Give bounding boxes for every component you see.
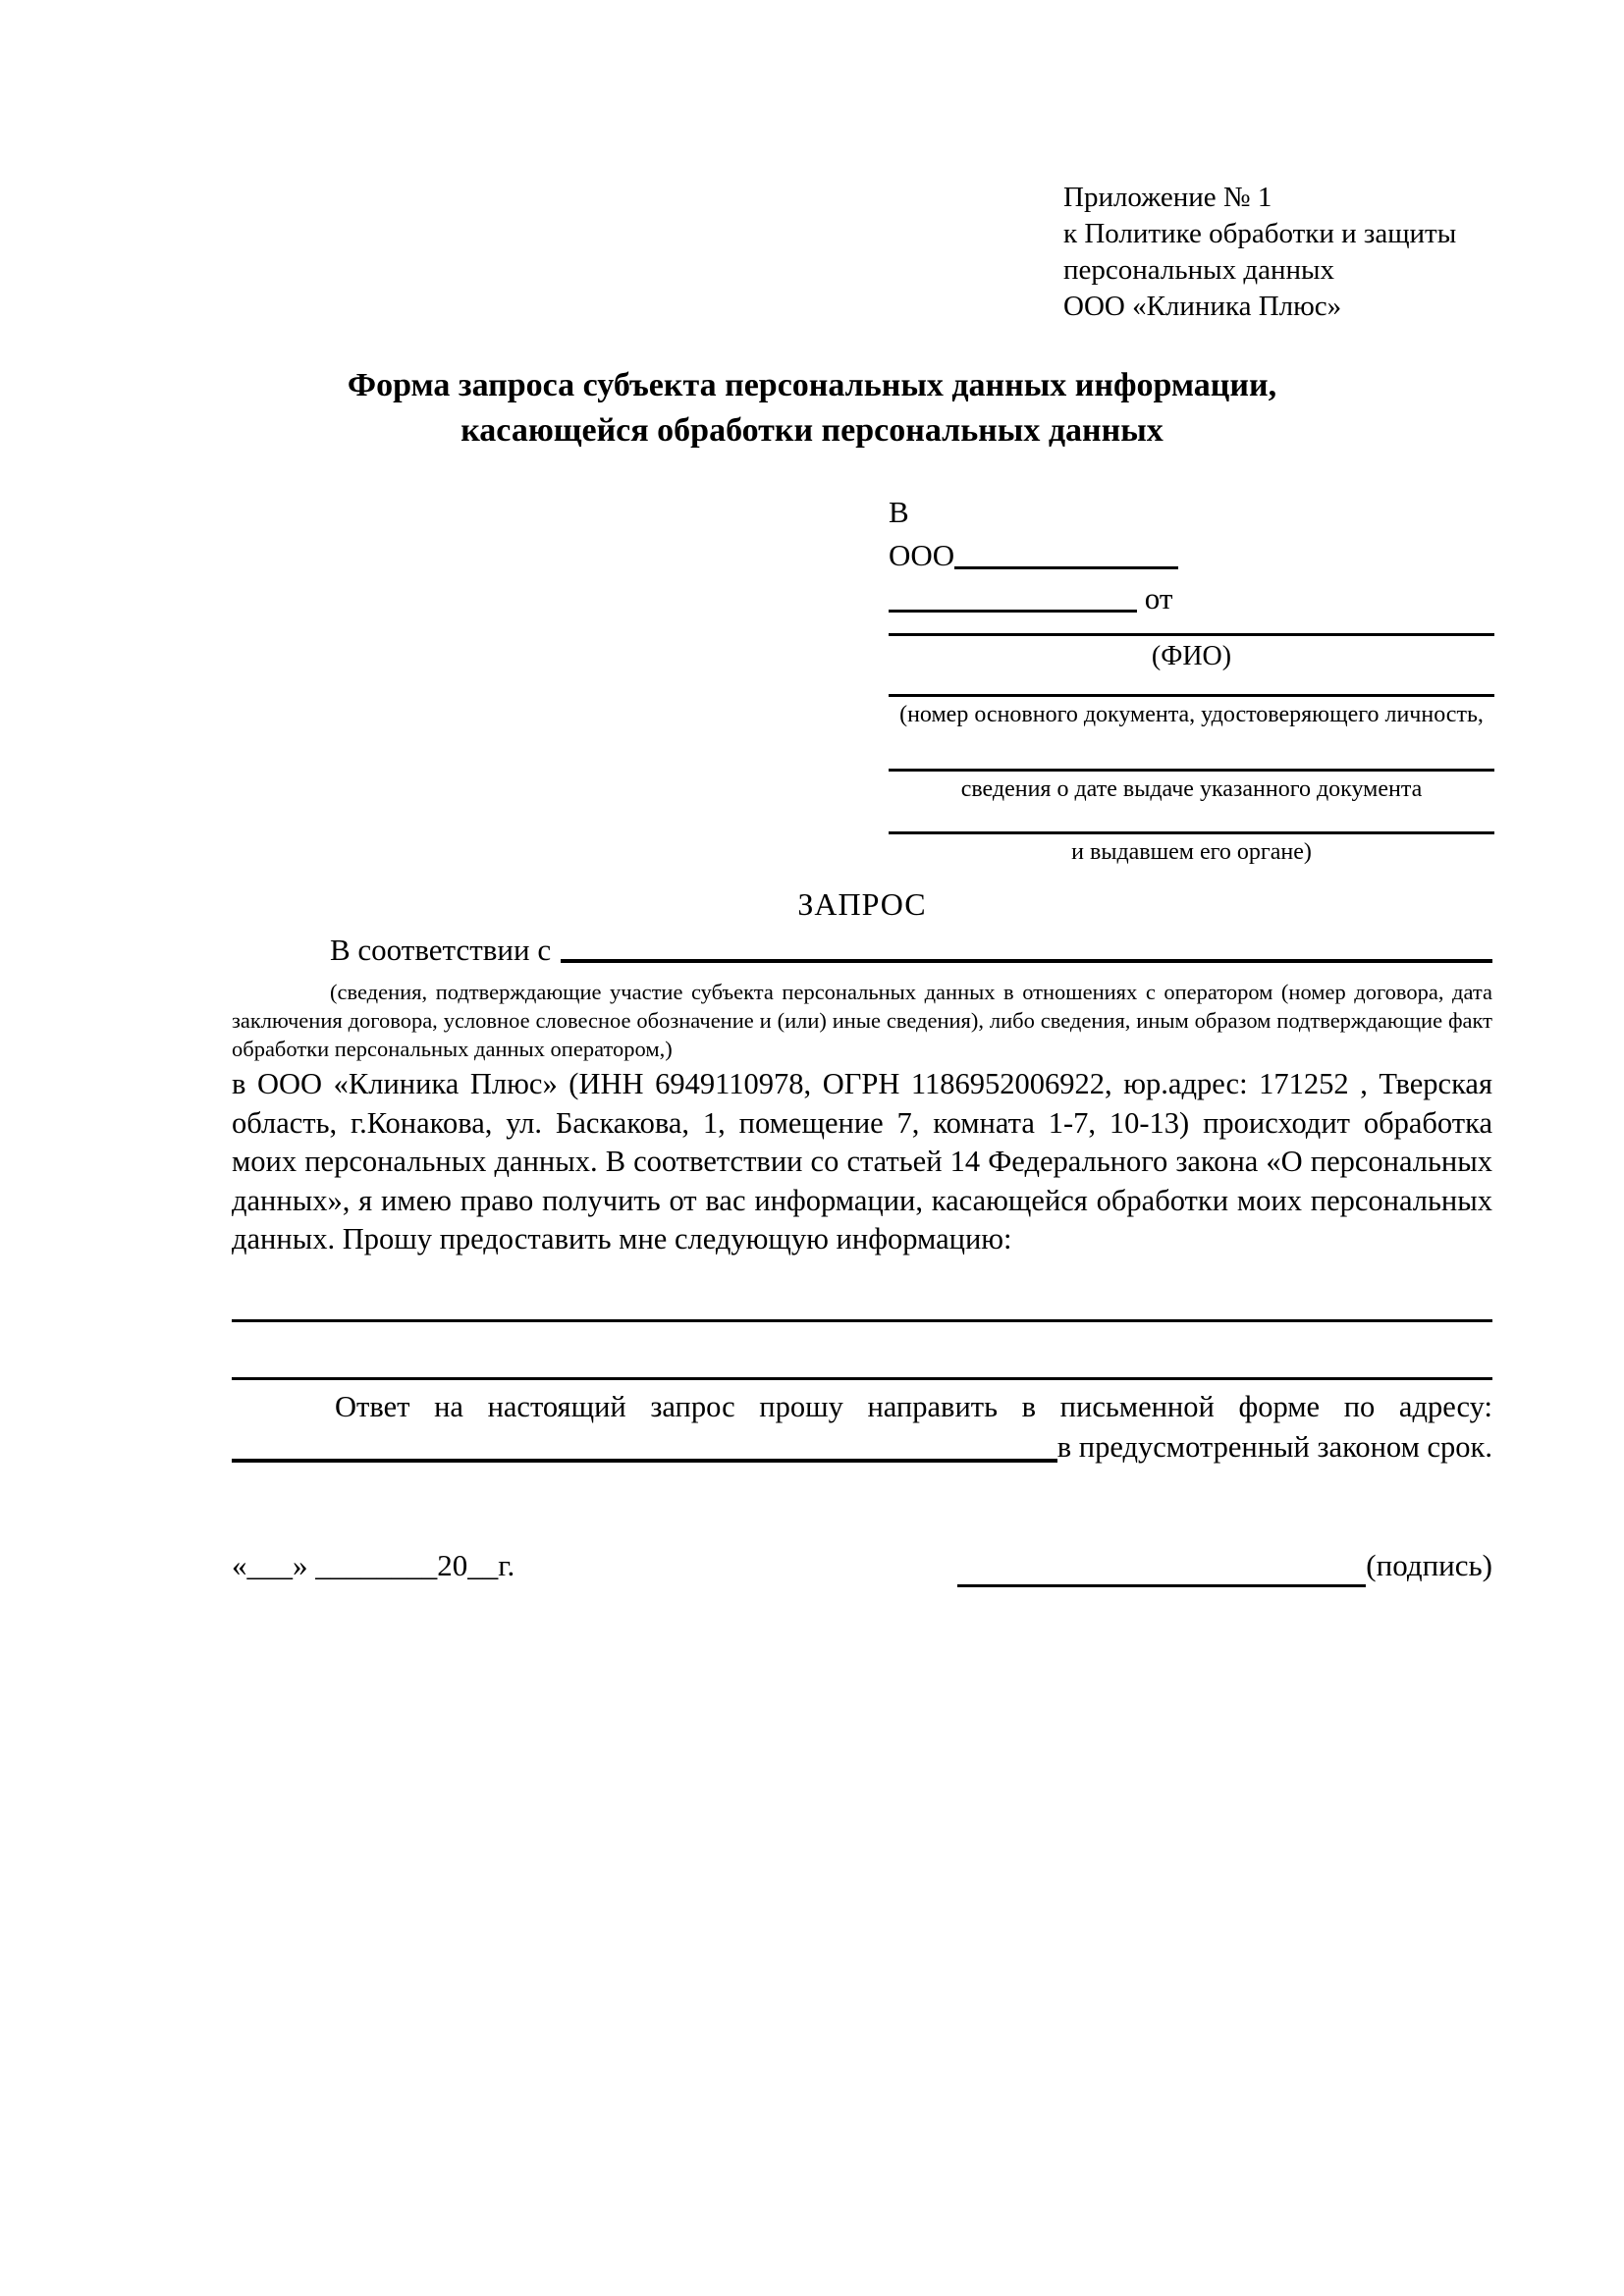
signature-caption: (подпись) xyxy=(1366,1548,1492,1582)
date-signature-row xyxy=(232,1548,1492,1583)
org-name-blank-field-2 xyxy=(889,580,1137,613)
addressee-block xyxy=(889,491,1494,868)
appendix-line: ООО «Клиника Плюс» xyxy=(1063,291,1342,322)
org-label: ООО xyxy=(889,538,955,572)
accordance-footnote: (сведения, подтверждающие участие субъекта персональных данных в отношениях с оператором (номер договора, дата заключения договора, условное словесное обозначение и (или) иные сведения), либо сведения, иным образом подтверждающие факт обработки персональных данных оператором,) xyxy=(232,980,1492,1061)
appendix-line: персональных данных xyxy=(1063,254,1335,286)
fio-blank-field xyxy=(889,633,1494,673)
appendix-reference xyxy=(1063,180,1456,325)
reply-tail-text: в предусмотренный законом срок. xyxy=(1056,1430,1492,1464)
issuing-authority-blank-field xyxy=(889,831,1494,868)
reply-address-blank-field xyxy=(232,1459,1057,1463)
document-title-line2: касающейся обработки персональных данных xyxy=(460,412,1164,449)
issue-date-caption: сведения о дате выдаче указанного документа xyxy=(960,776,1423,802)
reply-paragraph xyxy=(232,1387,1492,1468)
from-label: от xyxy=(1144,581,1173,615)
org-name-blank-field xyxy=(954,537,1178,569)
issuing-authority-caption: и выдавшем его органе) xyxy=(1071,839,1312,865)
issue-date-blank-field xyxy=(889,769,1494,805)
fio-caption: (ФИО) xyxy=(1151,641,1232,671)
addressee-to-label: В xyxy=(889,495,909,529)
signature-blank-field xyxy=(957,1555,1366,1587)
signature-area xyxy=(957,1548,1492,1583)
addressee-from-row xyxy=(889,576,1494,619)
addressee-org-row xyxy=(889,533,1494,576)
date-blank-line: «___» ________20__г. xyxy=(232,1548,515,1582)
appendix-line: к Политике обработки и защиты xyxy=(1063,218,1457,249)
reply-address-row xyxy=(232,1427,1492,1468)
document-number-blank-field xyxy=(889,694,1494,730)
document-number-caption: (номер основного документа, удостоверяющего личность, xyxy=(899,702,1484,727)
accordance-blank-field xyxy=(561,959,1492,963)
appendix-line: Приложение № 1 xyxy=(1063,182,1272,213)
accordance-line xyxy=(232,933,1492,968)
request-heading: ЗАПРОС xyxy=(797,886,927,922)
accordance-label: В соответствии с xyxy=(330,933,552,967)
request-body-paragraph: в ООО «Клиника Плюс» (ИНН 6949110978, ОГРН 1186952006922, юр.адрес: 171252 , Тверская область, г.Конакова, ул. Баскакова, 1, помещение 7, комната 1-7, 10-13) происходит обработка моих персональных данных. В соответствии со статьей 14 Федерального закона «О персональных данных», я имею право получить от вас информации, касающейся обработки моих персональных данных. Прошу предоставить мне следующую информацию: xyxy=(232,1067,1492,1255)
information-blank-line-2 xyxy=(232,1377,1492,1380)
document-title-line1: Форма запроса субъекта персональных данных информации, xyxy=(347,367,1277,403)
reply-text: Ответ на настоящий запрос прошу направить в письменной форме по адресу: xyxy=(335,1390,1492,1423)
information-blank-line-1 xyxy=(232,1319,1492,1322)
document-title xyxy=(182,363,1442,454)
